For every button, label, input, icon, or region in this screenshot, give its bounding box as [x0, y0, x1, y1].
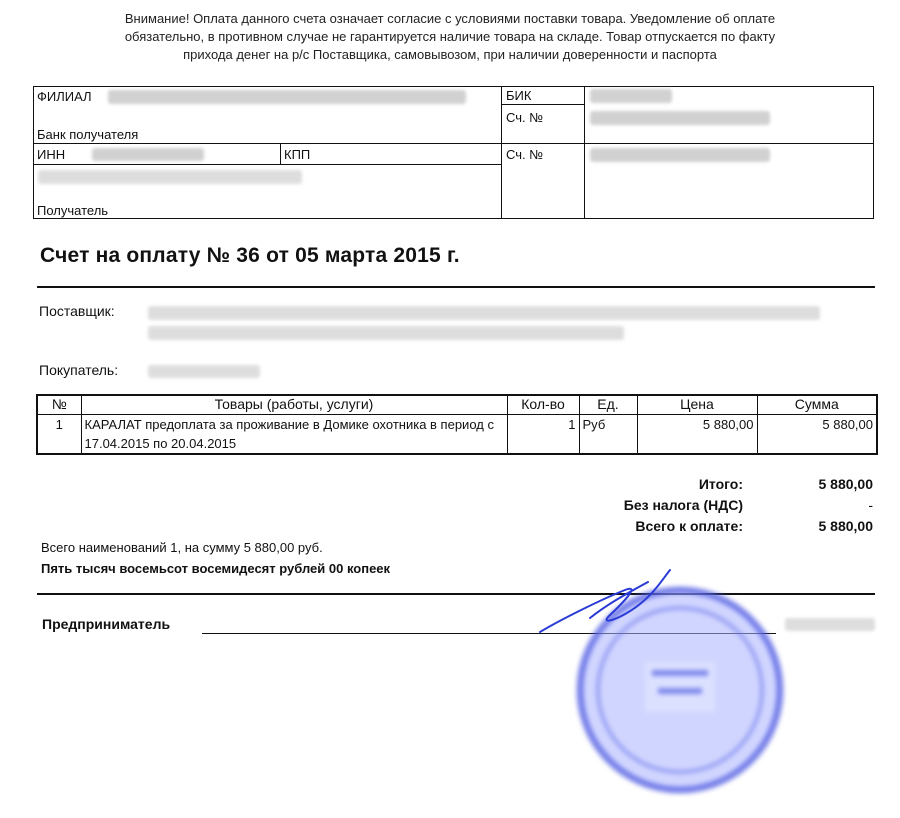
col-header-sum: Сумма: [757, 395, 877, 415]
col-header-goods: Товары (работы, услуги): [81, 395, 507, 415]
row-num: 1: [37, 415, 81, 455]
bank-label: Банк получателя: [37, 127, 139, 142]
notice-line-2: обязательно, в противном случае не гарантируется наличие товара на складе. Товар отпускается по факту: [124, 29, 776, 44]
branch-name-redacted: [108, 90, 466, 104]
items-table: [36, 394, 878, 455]
corr-account-redacted: [590, 111, 770, 125]
signatory-role-label: Предприниматель: [42, 616, 171, 632]
recipient-account-redacted: [590, 148, 770, 162]
bank-divider-h-bik: [501, 104, 584, 105]
bik-value-redacted: [590, 89, 672, 103]
total-value: 5 880,00: [818, 476, 873, 492]
bank-divider-v-kpp: [280, 143, 281, 164]
inn-label: ИНН: [37, 147, 66, 162]
bik-label: БИК: [506, 88, 532, 103]
recipient-name-redacted: [38, 170, 302, 184]
table-header-row: [37, 395, 877, 415]
payment-notice: [60, 10, 840, 64]
supplier-details-redacted-1: [148, 306, 820, 320]
recipient-account-label: Сч. №: [506, 147, 544, 162]
items-count-line: Всего наименований 1, на сумму 5 880,00 руб.: [41, 540, 323, 555]
bank-divider-h-inn: [33, 164, 501, 165]
buyer-name-redacted: [148, 365, 260, 378]
notice-line-1: Внимание! Оплата данного счета означает согласие с условиями поставки товара. Уведомление об оплате: [124, 11, 776, 26]
invoice-title: Счет на оплату № 36 от 05 марта 2015 г.: [40, 244, 460, 267]
bank-divider-h-main: [33, 143, 874, 144]
row-sum: 5 880,00: [757, 415, 877, 455]
supplier-details-redacted-2: [148, 326, 624, 340]
kpp-label: КПП: [284, 147, 311, 162]
row-price: 5 880,00: [637, 415, 757, 455]
notice-line-3: прихода денег на р/с Поставщика, самовывозом, при наличии доверенности и паспорта: [183, 47, 717, 62]
recipient-label: Получатель: [37, 203, 109, 218]
row-unit: Руб: [579, 415, 637, 455]
handwritten-signature: [530, 560, 690, 650]
due-label: Всего к оплате:: [635, 518, 743, 534]
col-header-qty: Кол-во: [507, 395, 579, 415]
row-description: КАРАЛАТ предоплата за проживание в Домике охотника в период с 17.04.2015 по 20.04.2015: [81, 415, 507, 455]
buyer-label: Покупатель:: [39, 362, 119, 378]
amount-in-words: Пять тысяч восемьсот восемидесят рублей 00 копеек: [41, 561, 391, 576]
branch-label: ФИЛИАЛ: [37, 89, 92, 104]
inn-value-redacted: [92, 148, 204, 161]
col-header-price: Цена: [637, 395, 757, 415]
bank-divider-v2: [584, 86, 585, 219]
tax-value: -: [868, 497, 873, 513]
col-header-num: №: [37, 395, 81, 415]
row-qty: 1: [507, 415, 579, 455]
due-value: 5 880,00: [818, 518, 873, 534]
tax-label: Без налога (НДС): [623, 497, 743, 513]
supplier-label: Поставщик:: [39, 303, 115, 319]
table-row: [37, 415, 877, 455]
title-underline: [37, 286, 875, 288]
bank-divider-v1: [501, 86, 502, 219]
col-header-unit: Ед.: [579, 395, 637, 415]
corr-account-label: Сч. №: [506, 110, 544, 125]
total-label: Итого:: [698, 476, 743, 492]
